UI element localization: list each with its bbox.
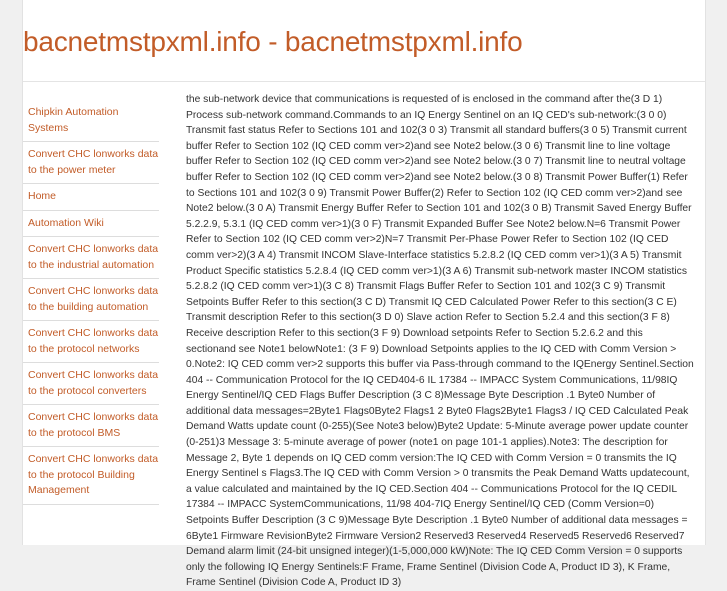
- sidebar-item-protocol-converters[interactable]: Convert CHC lonworks data to the protocol converters: [23, 363, 159, 405]
- sidebar-item-chipkin-automation-systems[interactable]: Chipkin Automation Systems: [23, 100, 159, 142]
- site-header: [23, 0, 705, 82]
- sidebar-item-automation-wiki[interactable]: Automation Wiki: [23, 211, 159, 238]
- sidebar-item-protocol-building-management[interactable]: Convert CHC lonworks data to the protocol Building Management: [23, 447, 159, 505]
- sidebar-item-protocol-bms[interactable]: Convert CHC lonworks data to the protocol BMS: [23, 405, 159, 447]
- article-body-text: the sub-network device that communications is requested of is enclosed in the command after the(3 D 1) Process sub-network command.Commands to an IQ Energy Sentinel on an IQ CED's sub-network:(3 0 0) Transmit fast status Refer to Sections 101 and 102(3 0 3) Transmit all standard buffers(3 0 5) Transmit current buffer Refer to Section 102 (IQ CED comm ver>2)and see Note2 below.(3 0 6) Transmit line to line voltage buffer Refer to Section 102 (IQ CED comm ver>2)and see Note2 below.(3 0 7) Transmit line to neutral voltage buffer Refer to Section 102 (IQ CED comm ver>2)and see Note2 below.(3 0 8) Transmit Power Buffer(1) Refer to Sections 101 and 102(3 0 9) Transmit Power Buffer(2) Refer to Section 102 (IQ CED comm ver>2)and see Note2 below.(3 0 A) Transmit Energy Buffer Refer to Section 101 and 102(3 0 B) Transmit Saved Energy Buffer 5.2.2.9, 5.3.1 (IQ CED comm ver>1)(3 0 F) Transmit Expanded Buffer See Note2 below.N=6 Transmit Power Refer to Section 102 (IQ CED comm ver>2)N=7 Transmit Per-Phase Power Refer to Section 102 (IQ CED comm ver>2)(3 A 4) Transmit INCOM Slave-Interface statistics 5.2.8.2 (IQ CED comm ver>1)(3 A 5) Transmit Product Specific statistics 5.2.8.4 (IQ CED comm ver>1)(3 A 6) Transmit sub-network master INCOM statistics 5.2.8.2 (IQ CED comm ver>1)(3 C 8) Transmit Flags Buffer Refer to Section 101 and 102(3 C 9) Transmit Setpoints Buffer Refer to this section(3 C D) Transmit IQ CED Calculated Power Refer to this section(3 C E) Transmit description Refer to this section(3 D 0) Slave action Refer to Section 5.2.4 and this section(3 F 8) Receive description Refer to this section(3 F 9) Download setpoints Refer to Section 5.2.6.2 and this sectionand see Note1 belowNote1: (3 F 9) Download Setpoints applies to the IQ CED with Comm Version > 0.Note2: IQ CED comm ver>2 supports this buffer via Pass-through command to the IQEnergy Sentinel.Section 404 -- Communication Protocol for the IQ CED404-6 IL 17384 -- IMPACC System Communications, 11/98IQ Energy Sentinel/IQ CED Flags Buffer Description (3 C 8)Message Byte Description .1 Byte0 Number of additional data messages=2Byte1 Flags0Byte2 Flags1 2 Byte0 Flags2Byte1 Flags3 / IQ CED Calculated Peak Demand Watts update count (0-255)(See Note3 below)Byte2 Update: 5-Minute average power update counter (0-251)3 Message 3: 5-minute average of power (note1 on page 101-1 applies).Note3: The description for Message 2, Byte 1 depends on IQ CED comm version:The IQ CED with Comm Version = 0 transmits the IQ Energy Sentinel s Flags3.The IQ CED with Comm Version > 0 transmits the Peak Demand Watts updatecount, a value calculated and maintained by the IQ CED.Section 404 -- Communications Protocol for the IQ CEDIL 17384 -- IMPACC SystemCommunications, 11/98 404-7IQ Energy Sentinel/IQ CED (Comm Version=0) Setpoints Buffer Description (3 C 9)Message Byte Description .1 Byte0 Number of additional data messages = 6Byte1 Firmware RevisionByte2 Firmware Version2 Reserved3 Reserved4 Reserved5 Reserved6 Reserved7 Demand alarm limit (24-bit unsigned integer)(1-5,000,000 kW)Note: The IQ CED Comm Version = 0 supports only the following IQ Energy Sentinels:F Frame, Frame Sentinel (Division Code A, Product ID 3), K Frame, Frame Sentinel (Division Code A, Product ID 3): [186, 94, 694, 589]
- sidebar-item-building-automation[interactable]: Convert CHC lonworks data to the building automation: [23, 279, 159, 321]
- sidebar-item-industrial-automation[interactable]: Convert CHC lonworks data to the industrial automation: [23, 237, 159, 279]
- sidebar-item-power-meter[interactable]: Convert CHC lonworks data to the power meter: [23, 142, 159, 184]
- sidebar-nav: [23, 100, 159, 505]
- sidebar-item-protocol-networks[interactable]: Convert CHC lonworks data to the protocol networks: [23, 321, 159, 363]
- main-content: [186, 92, 694, 591]
- site-title-link[interactable]: bacnetmstpxml.info - bacnetmstpxml.info: [23, 26, 523, 57]
- page-container: [22, 0, 706, 589]
- sidebar-item-home[interactable]: Home: [23, 184, 159, 211]
